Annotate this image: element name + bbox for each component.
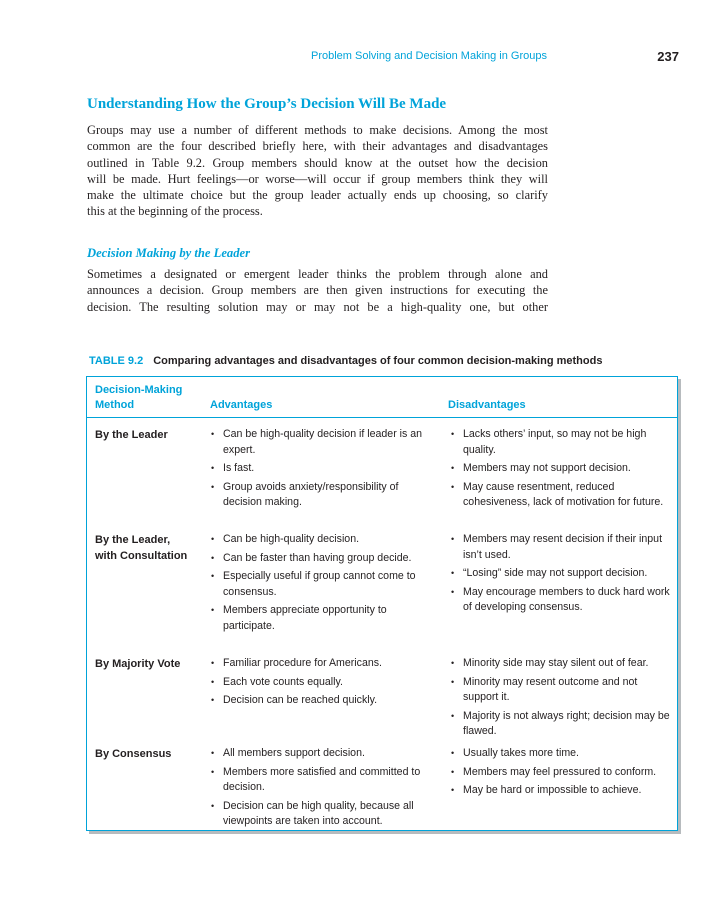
header-method: [95, 383, 205, 413]
list-item: • May cause resentment, reduced cohesiveness, lack of motivation for future.: [447, 480, 673, 511]
subsection: [87, 246, 548, 261]
list-item: • Decision can be reached quickly.: [207, 693, 437, 709]
advantages-list: [207, 427, 437, 514]
method-cell: [95, 656, 207, 672]
paragraph-line: Groups may use a number of different methods to make decisions. Among the most: [87, 123, 548, 137]
subsection-paragraph: [87, 266, 548, 315]
section: [87, 96, 548, 113]
table-caption-text: Comparing advantages and disadvantages of four common decision-making methods: [153, 355, 603, 367]
header-method-line2: Method: [95, 399, 135, 411]
method-line1: By the Leader,: [95, 534, 171, 546]
method-line1: By Majority Vote: [95, 658, 181, 670]
section-title: Understanding How the Group’s Decision Will Be Made: [87, 96, 447, 112]
page-number: 237: [657, 49, 679, 64]
disadvantages-list: [447, 427, 673, 514]
section-paragraph: [87, 122, 548, 220]
list-item: • May be hard or impossible to achieve.: [447, 783, 673, 799]
decision-methods-table: [86, 376, 678, 831]
header-disadvantages: Disadvantages: [448, 399, 526, 411]
list-item: • Usually takes more time.: [447, 746, 673, 762]
advantages-list: [207, 746, 437, 833]
advantages-list: [207, 532, 437, 637]
list-item: • All members support decision.: [207, 746, 437, 762]
list-item: • Members may not support decision.: [447, 461, 673, 477]
header-advantages: Advantages: [210, 399, 273, 411]
list-item: • Members may feel pressured to conform.: [447, 765, 673, 781]
list-item: • Group avoids anxiety/responsibility of decision making.: [207, 480, 437, 511]
paragraph-line: Sometimes a designated or emergent leader thinks the problem through alone and: [87, 267, 548, 281]
list-item: • Majority is not always right; decision may be flawed.: [447, 709, 673, 740]
method-line1: By Consensus: [95, 748, 172, 760]
list-item: • Each vote counts equally.: [207, 675, 437, 691]
list-item: • Decision can be high quality, because all viewpoints are taken into account.: [207, 799, 437, 830]
list-item: • Especially useful if group cannot come to consensus.: [207, 569, 437, 600]
method-cell: [95, 746, 207, 762]
paragraph-line: make the ultimate choice but the group leader actually ends up choosing, so clarify: [87, 188, 548, 203]
list-item: • Can be faster than having group decide.: [207, 551, 437, 567]
method-cell: [95, 532, 207, 564]
list-item: • Familiar procedure for Americans.: [207, 656, 437, 672]
list-item: • “Losing” side may not support decision.: [447, 566, 673, 582]
list-item: • Members appreciate opportunity to participate.: [207, 603, 437, 634]
header-method-line1: Decision-Making: [95, 384, 183, 396]
paragraph-line: will be made. Hurt feelings—or worse—will occur if group members think they will: [87, 171, 548, 186]
list-item: • Is fast.: [207, 461, 437, 477]
table-label: TABLE 9.2: [89, 355, 144, 367]
subsection-title: Decision Making by the Leader: [87, 246, 251, 260]
list-item: • Can be high-quality decision.: [207, 532, 437, 548]
table-caption: [89, 355, 689, 367]
method-line2: with Consultation: [95, 550, 188, 562]
method-cell: [95, 427, 207, 443]
list-item: • Lacks others’ input, so may not be high quality.: [447, 427, 673, 458]
disadvantages-list: [447, 532, 673, 619]
method-line1: By the Leader: [95, 429, 168, 441]
paragraph-line: outlined in Table 9.2. Group members should know at the outset how the decision: [87, 155, 548, 170]
paragraph-line: common are the four described briefly here, with their advantages and disadvantages: [87, 139, 548, 154]
advantages-list: [207, 656, 437, 712]
list-item: • May encourage members to duck hard work of developing consensus.: [447, 585, 673, 616]
disadvantages-list: [447, 656, 673, 743]
list-item: • Members more satisfied and committed to decision.: [207, 765, 437, 796]
paragraph-line: decision. The resulting solution may or may not be a high-quality one, but other: [87, 299, 548, 314]
list-item: • Minority may resent outcome and not support it.: [447, 675, 673, 706]
paragraph-line: this at the beginning of the process.: [87, 204, 263, 219]
disadvantages-list: [447, 746, 673, 802]
table-header-row: [87, 377, 677, 418]
list-item: • Members may resent decision if their input isn’t used.: [447, 532, 673, 563]
running-head-title: Problem Solving and Decision Making in Groups: [310, 50, 547, 62]
list-item: • Can be high-quality decision if leader is an expert.: [207, 427, 437, 458]
running-head: [0, 49, 727, 65]
paragraph-line: announces a decision. Group members are then given instructions for executing the: [87, 283, 548, 298]
list-item: • Minority side may stay silent out of fear.: [447, 656, 673, 672]
